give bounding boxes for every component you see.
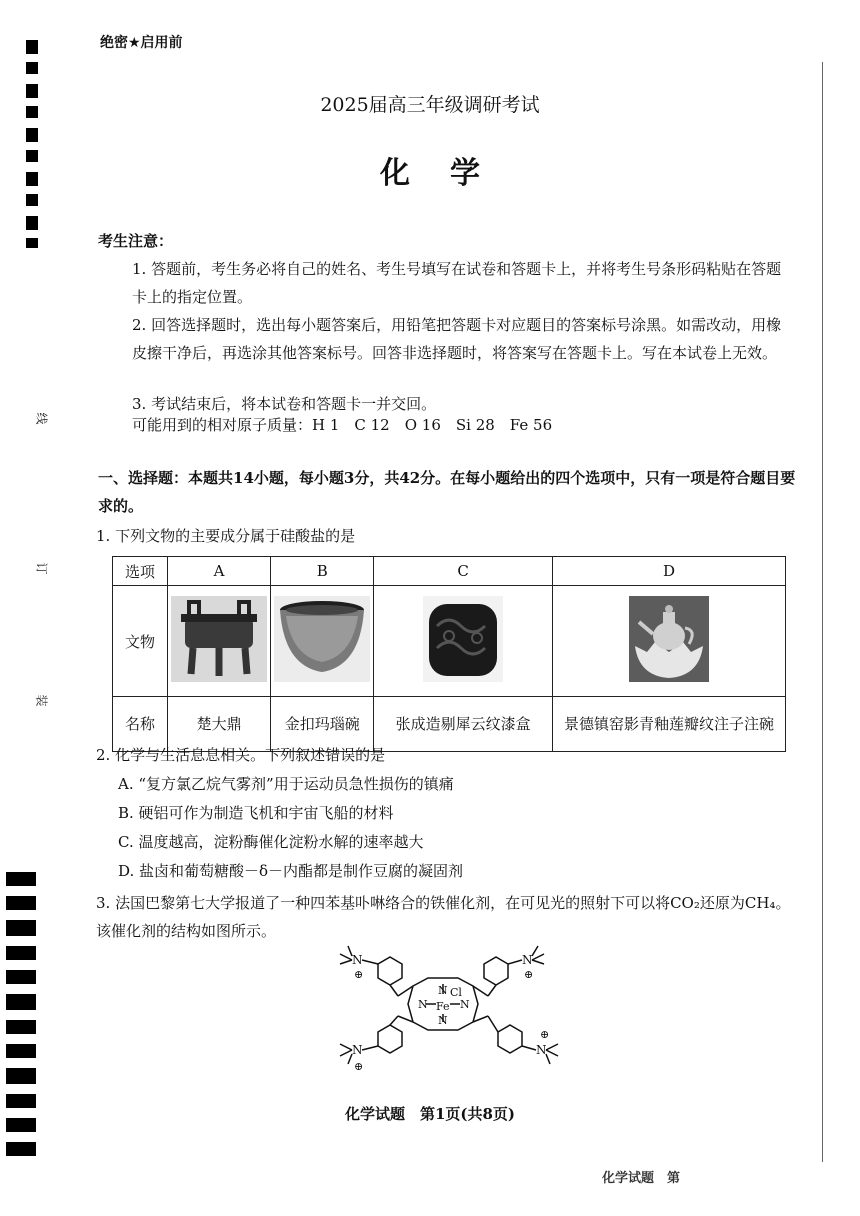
artifact-table [112, 556, 786, 752]
n-label: N [352, 1043, 363, 1057]
n-label: N [352, 953, 363, 967]
binding-mark [26, 194, 38, 206]
binding-mark [6, 896, 36, 910]
porcelain-ewer-photo [629, 596, 709, 682]
atomic-mass-line: 可能用到的相对原子质量：H 1 C 12 O 16 Si 28 Fe 56 [132, 416, 553, 434]
fe-label: Fe [436, 1000, 450, 1013]
row-label: 选项 [113, 557, 168, 586]
answer-option: C. 温度越高，淀粉酶催化淀粉水解的速率越大 [118, 833, 424, 851]
artifact-cell [271, 586, 374, 697]
plus-label: ⊕ [524, 968, 534, 981]
catalyst-structure-diagram [318, 944, 568, 1074]
answer-option: D. 盐卤和葡萄糖酸－δ－内酯都是制作豆腐的凝固剂 [118, 862, 464, 880]
question-1-stem: 1. 下列文物的主要成分属于硅酸盐的是 [96, 527, 356, 545]
binding-mark [6, 920, 36, 936]
side-mark-line: 线 [34, 412, 49, 425]
bleed-footer: 化学试题 第 [602, 1171, 681, 1186]
notice-item: 1. 答题前，考生务必将自己的姓名、考生号填写在试卷和答题卡上，并将考生号条形码粘贴在答题卡上的指定位置。 [132, 260, 782, 306]
notice-item: 3. 考试结束后，将本试卷和答题卡一并交回。 [132, 395, 437, 413]
artifact-cell [168, 586, 271, 697]
binding-mark [26, 40, 38, 54]
binding-mark [6, 1142, 36, 1156]
row-label: 名称 [113, 697, 168, 752]
binding-mark [6, 1068, 36, 1084]
exam-title: 2025届高三年级调研考试 [320, 94, 540, 116]
agate-bowl-photo [274, 596, 370, 682]
binding-mark [6, 872, 36, 886]
section-heading: 一、选择题：本题共14小题，每小题3分，共42分。在每小题给出的四个选项中，只有一项是符合题目要求的。 [98, 469, 796, 515]
cl-label: Cl [450, 986, 462, 999]
binding-mark [6, 970, 36, 984]
artifact-name: 楚大鼎 [168, 697, 271, 752]
binding-mark [6, 994, 36, 1010]
binding-mark [26, 238, 38, 248]
artifact-cell [553, 586, 786, 697]
row-label: 文物 [113, 586, 168, 697]
binding-mark [6, 1020, 36, 1034]
plus-label: ⊕ [540, 1028, 550, 1041]
artifact-name: 张成造剔犀云纹漆盒 [374, 697, 553, 752]
artifact-name: 金扣玛瑙碗 [271, 697, 374, 752]
n-label: N [418, 998, 428, 1011]
question-2-stem: 2. 化学与生活息息相关。下列叙述错误的是 [96, 746, 386, 764]
notice-item: 2. 回答选择题时，选出每小题答案后，用铅笔把答题卡对应题目的答案标号涂黑。如需改动，用橡皮擦干净后，再选涂其他答案标号。回答非选择题时，将答案写在答题卡上。写在本试卷上无效。 [132, 316, 782, 362]
binding-mark [6, 946, 36, 960]
binding-mark [26, 128, 38, 142]
binding-mark [26, 62, 38, 74]
option-letter: C [374, 557, 553, 586]
subject-title: 化学 [380, 156, 520, 191]
plus-label: ⊕ [354, 1060, 364, 1073]
notice-heading: 考生注意： [98, 232, 174, 250]
page-footer: 化学试题 第1页(共8页) [344, 1105, 516, 1123]
n-label: N [438, 1014, 448, 1027]
side-mark-bind: 订 [34, 562, 49, 575]
artifact-name: 景德镇窑影青釉莲瓣纹注子注碗 [553, 697, 786, 752]
option-letter: D [553, 557, 786, 586]
answer-option: A. “复方氯乙烷气雾剂”用于运动员急性损伤的镇痛 [118, 775, 454, 793]
option-letter: B [271, 557, 374, 586]
secret-label: 绝密★启用前 [100, 35, 183, 51]
n-label: N [438, 984, 448, 997]
n-label: N [460, 998, 470, 1011]
plus-label: ⊕ [354, 968, 364, 981]
option-letter: A [168, 557, 271, 586]
question-3-stem: 3. 法国巴黎第七大学报道了一种四苯基卟啉络合的铁催化剂，在可见光的照射下可以将CO₂还原为CH₄。该催化剂的结构如图所示。 [96, 894, 791, 940]
n-label: N [522, 953, 533, 967]
bronze-ding-photo [171, 596, 267, 682]
side-mark-fold: 装 [34, 694, 49, 707]
artifact-cell [374, 586, 553, 697]
binding-mark [26, 216, 38, 230]
binding-mark [6, 1044, 36, 1058]
lacquer-box-photo [423, 596, 503, 682]
answer-option: B. 硬铝可作为制造飞机和宇宙飞船的材料 [118, 804, 394, 822]
n-label: N [536, 1043, 547, 1057]
page-divider [822, 62, 823, 1162]
